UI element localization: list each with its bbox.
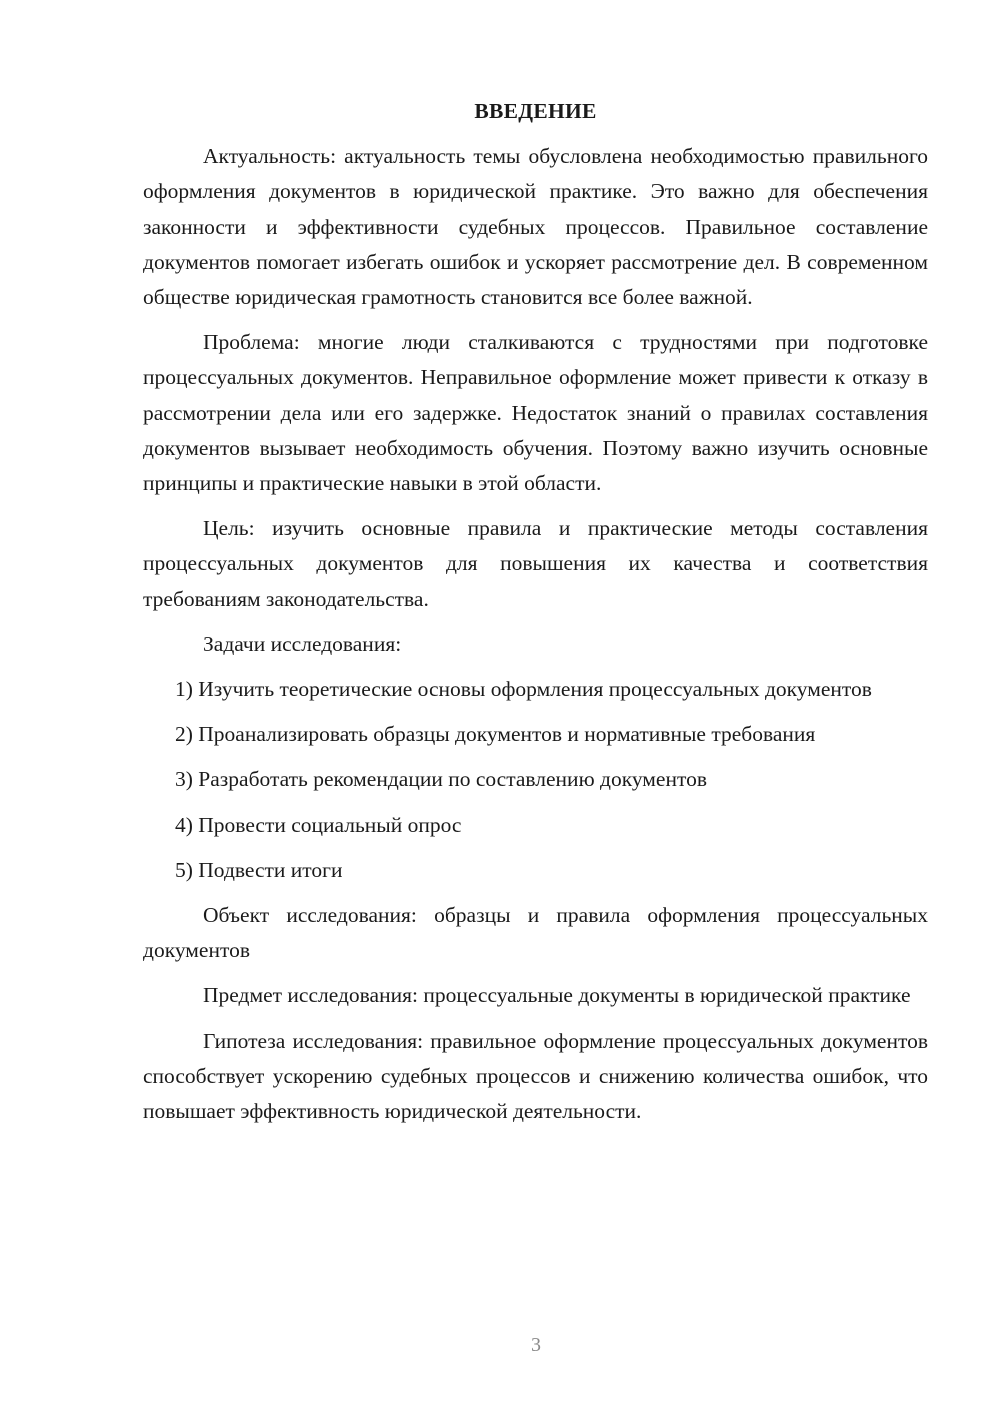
- task-item-1: 1) Изучить теоретические основы оформления процессуальных документов: [175, 677, 872, 702]
- section-title: ВВЕДЕНИЕ: [474, 99, 597, 123]
- page-number: 3: [531, 1334, 541, 1356]
- paragraph-problem: Проблема: многие люди сталкиваются с трудностями при подготовке процессуальных документов. Неправильное оформление может привести к отказу в рассмотрении дела или его задержке. Недостаток знаний о правилах составления документов вызывает необходимость обучения. Поэтому важно изучить основные принципы и практические навыки в этой области.: [143, 330, 928, 496]
- paragraph-goal: Цель: изучить основные правила и практические методы составления процессуальных документов для повышения их качества и соответствия требованиям законодательства.: [143, 516, 928, 611]
- paragraph-object: Объект исследования: образцы и правила оформления процессуальных документов: [143, 903, 928, 963]
- task-item-3: 3) Разработать рекомендации по составлению документов: [175, 767, 707, 792]
- paragraph-relevance: Актуальность: актуальность темы обусловлена необходимостью правильного оформления документов в юридической практике. Это важно для обеспечения законности и эффективности судебных процессов. Правильное составление документов помогает избегать ошибок и ускоряет рассмотрение дел. В современном обществе юридическая грамотность становится все более важной.: [143, 144, 928, 310]
- task-item-5: 5) Подвести итоги: [175, 857, 343, 882]
- document-page: [143, 94, 928, 1139]
- task-item-2: 2) Проанализировать образцы документов и нормативные требования: [175, 722, 816, 747]
- paragraph-subject: Предмет исследования: процессуальные документы в юридической практике: [203, 983, 911, 1008]
- tasks-heading: Задачи исследования:: [203, 631, 402, 656]
- paragraph-hypothesis: Гипотеза исследования: правильное оформление процессуальных документов способствует ускорению судебных процессов и снижению количества ошибок, что повышает эффективность юридической деятельности.: [143, 1028, 928, 1124]
- task-item-4: 4) Провести социальный опрос: [175, 812, 462, 837]
